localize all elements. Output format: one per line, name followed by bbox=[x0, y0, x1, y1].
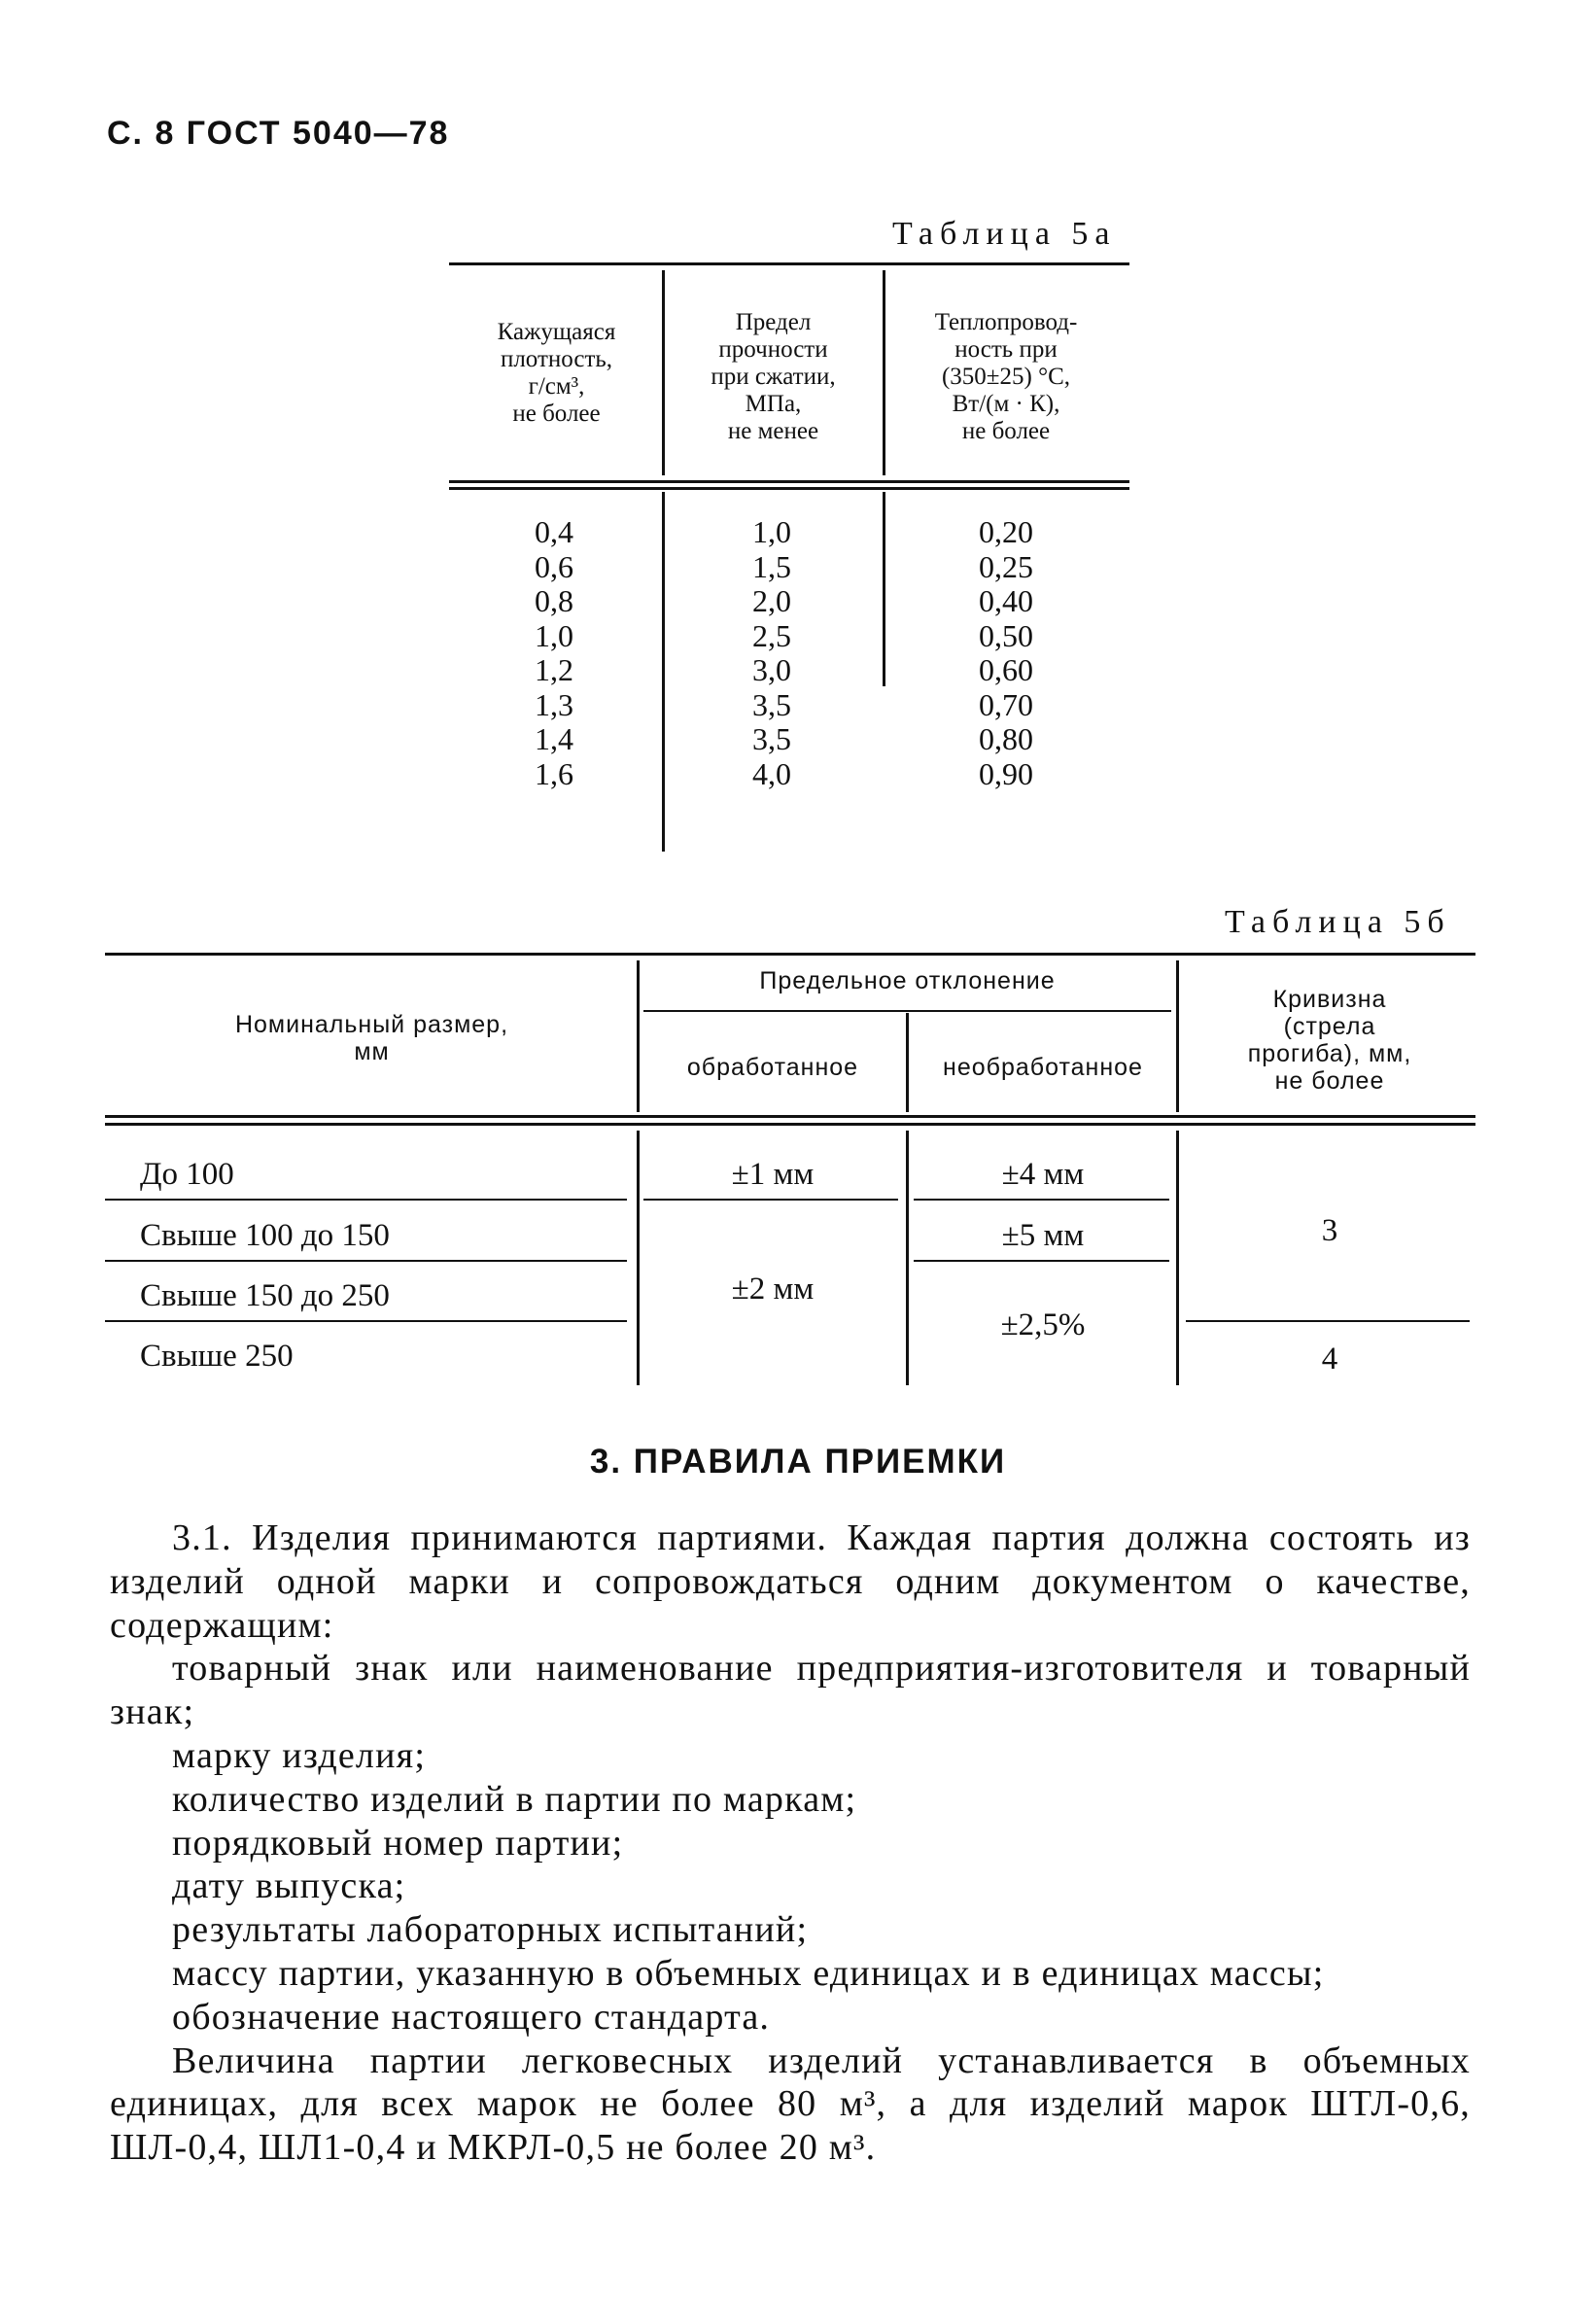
table-cell: 4,0 bbox=[752, 755, 791, 791]
table-5b-header-processed: обработанное bbox=[686, 1054, 859, 1081]
table-5b-row-label: Свыше 100 до 150 bbox=[140, 1218, 390, 1253]
table-5b-curvature-cell: 4 bbox=[1321, 1342, 1338, 1377]
table-5b-subheader-rule bbox=[643, 1010, 1171, 1012]
table-cell: 0,60 bbox=[979, 652, 1033, 687]
table-5b-curvature-cell: 3 bbox=[1321, 1213, 1338, 1248]
table-cell: 1,6 bbox=[535, 755, 573, 791]
table-cell: 1,2 bbox=[535, 652, 573, 687]
table-5b-divider bbox=[637, 960, 640, 1112]
table-cell: 1,4 bbox=[535, 721, 573, 756]
page-header: С. 8 ГОСТ 5040—78 bbox=[107, 115, 450, 152]
table-5b-row-label: До 100 bbox=[140, 1157, 234, 1192]
table-cell: 0,4 bbox=[535, 514, 573, 549]
list-item: массу партии, указанную в объемных единицах и в единицах массы; bbox=[172, 1952, 1325, 1994]
table-5a-divider bbox=[883, 492, 885, 686]
list-item: количество изделий в партии по маркам; bbox=[172, 1778, 857, 1820]
table-5b-header-rule-2 bbox=[105, 1123, 1475, 1126]
row-rule bbox=[643, 1199, 898, 1201]
table-5b-header-deviation: Предельное отклонение bbox=[759, 967, 1056, 994]
section-body bbox=[110, 1516, 1471, 2170]
table-cell: 0,20 bbox=[979, 514, 1033, 549]
table-5a-density-column bbox=[457, 515, 651, 791]
paragraph: Величина партии легковесных изделий устанавливается в объемных единицах, для всех марок не более 80 м³, а для изделий марок ШТЛ-0,6, ШЛ-0,4, ШЛ1-0,4 и МКРЛ-0,5 не более 20 м³. bbox=[110, 2039, 1471, 2169]
table-cell: 0,80 bbox=[979, 721, 1033, 756]
row-rule bbox=[1186, 1320, 1470, 1322]
table-5a-conductivity-column bbox=[889, 515, 1123, 791]
table-5a-header-density: Кажущаяся плотность, г/см³, не более bbox=[497, 319, 616, 427]
table-cell: 1,3 bbox=[535, 686, 573, 722]
row-rule bbox=[914, 1260, 1169, 1262]
table-5a-divider bbox=[662, 492, 665, 852]
table-5b-top-rule bbox=[105, 953, 1475, 956]
table-5a-divider bbox=[883, 270, 885, 475]
table-cell: 1,5 bbox=[752, 548, 791, 584]
table-5b-divider bbox=[906, 1013, 909, 1112]
row-rule bbox=[105, 1320, 627, 1322]
table-5a-divider bbox=[662, 270, 665, 475]
table-5b-divider bbox=[1176, 960, 1179, 1112]
table-5b-row-label: Свыше 150 до 250 bbox=[140, 1278, 390, 1313]
table-5b-unprocessed-cell: ±5 мм bbox=[1001, 1218, 1085, 1253]
row-rule bbox=[914, 1199, 1169, 1201]
row-rule bbox=[105, 1199, 627, 1201]
table-cell: 0,25 bbox=[979, 548, 1033, 584]
table-5a-top-rule bbox=[449, 262, 1129, 265]
table-5b-header-curvature: Кривизна (стрела прогиба), мм, не более bbox=[1247, 986, 1412, 1095]
table-cell: 3,0 bbox=[752, 652, 791, 687]
table-5a-strength-column bbox=[669, 515, 875, 791]
paragraph: 3.1. Изделия принимаются партиями. Каждая партия должна состоять из изделий одной марки и сопровождаться одним документом о качестве, содержащим: bbox=[110, 1517, 1471, 1646]
table-cell: 3,5 bbox=[752, 686, 791, 722]
table-cell: 1,0 bbox=[535, 617, 573, 653]
table-5b-divider bbox=[1176, 1131, 1179, 1385]
table-5b-divider bbox=[906, 1131, 909, 1385]
list-item: порядковый номер партии; bbox=[172, 1822, 624, 1864]
table-5b-caption: Таблица 5б bbox=[1225, 904, 1451, 940]
table-5a-header-strength: Предел прочности при сжатии, МПа, не менее bbox=[711, 309, 836, 444]
table-5b-divider bbox=[637, 1131, 640, 1385]
list-item: обозначение настоящего стандарта. bbox=[172, 1996, 771, 2038]
table-cell: 0,6 bbox=[535, 548, 573, 584]
table-cell: 0,50 bbox=[979, 617, 1033, 653]
section-title: 3. ПРАВИЛА ПРИЕМКИ bbox=[589, 1443, 1007, 1481]
table-5b-header-unprocessed: необработанное bbox=[943, 1054, 1143, 1081]
table-5a-caption: Таблица 5а bbox=[892, 216, 1117, 252]
table-cell: 1,0 bbox=[752, 514, 791, 549]
list-item: результаты лабораторных испытаний; bbox=[172, 1909, 809, 1951]
table-cell: 2,0 bbox=[752, 583, 791, 618]
table-5b-header-size: Номинальный размер, мм bbox=[234, 1011, 509, 1065]
table-5b-unprocessed-cell: ±4 мм bbox=[1001, 1157, 1085, 1192]
row-rule bbox=[105, 1260, 627, 1262]
table-cell: 2,5 bbox=[752, 617, 791, 653]
table-cell: 0,90 bbox=[979, 755, 1033, 791]
list-item: марку изделия; bbox=[172, 1734, 427, 1776]
table-5a-header-rule bbox=[449, 480, 1129, 483]
table-cell: 0,70 bbox=[979, 686, 1033, 722]
table-5a-header-rule-2 bbox=[449, 487, 1129, 490]
table-5b-processed-cell: ±1 мм bbox=[731, 1157, 815, 1192]
table-cell: 0,8 bbox=[535, 583, 573, 618]
table-5b-row-label: Свыше 250 bbox=[140, 1339, 294, 1374]
list-item: дату выпуска; bbox=[172, 1865, 406, 1907]
table-5b-unprocessed-cell: ±2,5% bbox=[1000, 1307, 1086, 1342]
table-cell: 3,5 bbox=[752, 721, 791, 756]
table-5b-header-rule bbox=[105, 1115, 1475, 1118]
table-5b-processed-cell: ±2 мм bbox=[731, 1272, 815, 1307]
table-5a-header-conductivity: Теплопровод- ность при (350±25) °С, Вт/(м · К), не более bbox=[934, 309, 1078, 444]
table-cell: 0,40 bbox=[979, 583, 1033, 618]
list-item: товарный знак или наименование предприятия-изготовителя и товарный знак; bbox=[110, 1648, 1471, 1733]
